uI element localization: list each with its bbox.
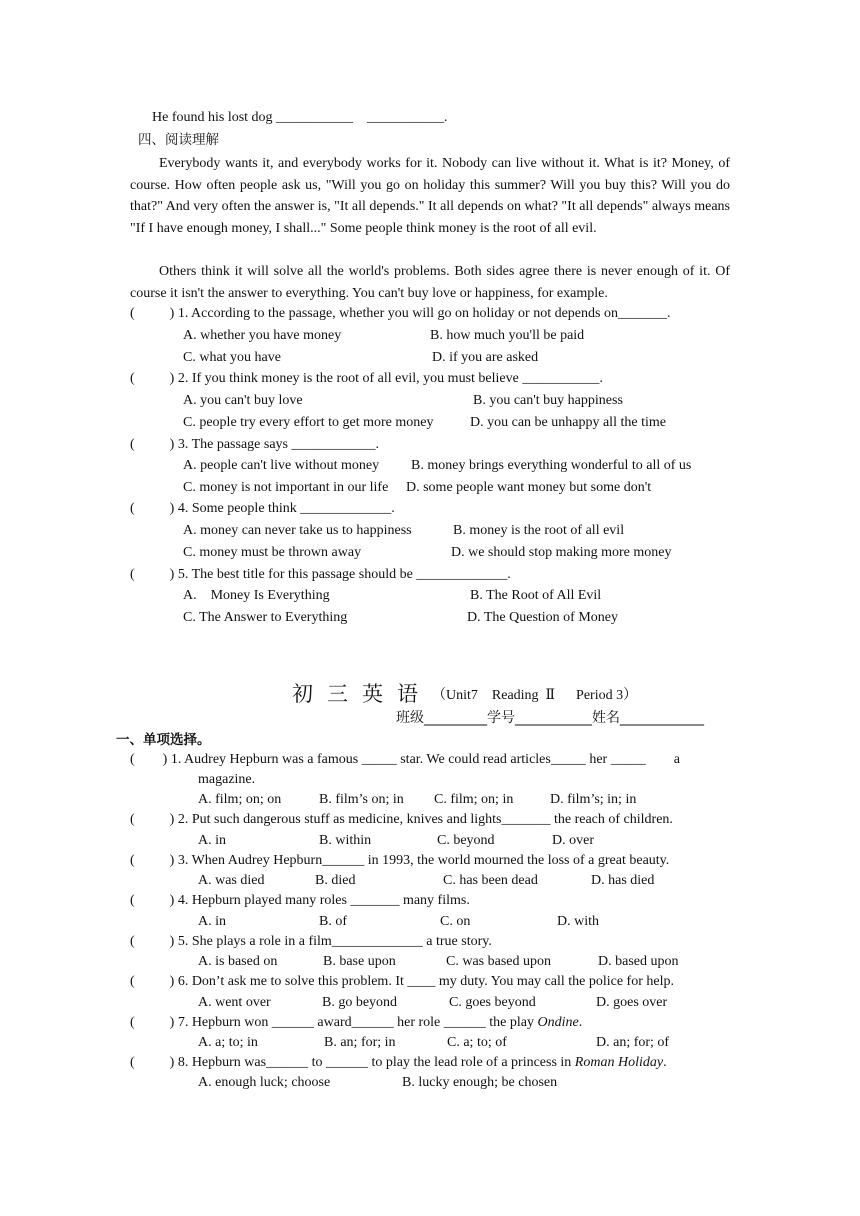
mc-q4-option-d: D. with: [557, 914, 599, 929]
reading-q5-option-b: B. The Root of All Evil: [470, 588, 602, 603]
mc-q7-play-title: Ondine: [537, 1015, 579, 1030]
mc-q6-option-a: A. went over: [198, 995, 271, 1010]
reading-q1-option-a: A. whether you have money: [183, 328, 342, 343]
mc-q2-option-a: A. in: [198, 833, 226, 848]
section-reading-heading: 四、阅读理解: [138, 132, 219, 148]
mc-question-7: [130, 1015, 582, 1031]
mc-q4-option-b: B. of: [319, 914, 347, 929]
worksheet-title: 初三英语: [292, 682, 432, 706]
passage-paragraph-1: Everybody wants it, and everybody works for it. Nobody can live without it. What is it? Money, of course. How often people ask us, "Will you go on holiday this summer? Will you buy this? Will you do that?" And very often the answer is, "It all depends." It all depends on what? "It all depends" always means "If I have enough money, I shall..." Some people think money is the root of all evil.: [130, 156, 730, 236]
mc-question-3: ( ) 3. When Audrey Hepburn______ in 1993, the world mourned the loss of a great beauty.: [130, 853, 670, 868]
reading-question-3: ( ) 3. The passage says ____________.: [130, 437, 379, 452]
mc-question-5: ( ) 5. She plays a role in a film_____________ a true story.: [130, 934, 492, 949]
passage-paragraph-2: Others think it will solve all the world's problems. Both sides agree there is never enough of it. Of course it isn't the answer to everything. You can't buy love or happiness, for example.: [130, 264, 730, 301]
mc-q8-option-a: A. enough luck; choose: [198, 1075, 331, 1090]
mc-q8-end: .: [663, 1055, 667, 1070]
mc-q3-option-a: A. was died: [198, 873, 265, 888]
mc-q3-option-d: D. has died: [591, 873, 655, 888]
reading-q1-option-c: C. what you have: [183, 350, 281, 365]
mc-q7-text: ( ) 7. Hepburn won ______ award______ her role ______ the play: [130, 1015, 538, 1030]
mc-q8-film-title: Roman Holiday: [574, 1055, 664, 1070]
reading-q1-option-d: D. if you are asked: [432, 350, 539, 365]
reading-q3-option-c: C. money is not important in our life: [183, 480, 389, 495]
reading-q4-option-d: D. we should stop making more money: [451, 545, 672, 560]
mc-question-4: ( ) 4. Hepburn played many roles _______ many films.: [130, 893, 470, 908]
worksheet-subtitle: （Unit7 Reading Ⅱ Period 3）: [432, 688, 638, 703]
reading-q2-option-c: C. people try every effort to get more money: [183, 415, 434, 430]
mc-q7-option-a: A. a; to; in: [198, 1035, 258, 1050]
mc-q3-option-b: B. died: [315, 873, 356, 888]
reading-q5-option-d: D. The Question of Money: [467, 610, 618, 625]
mc-q3-option-c: C. has been dead: [443, 873, 538, 888]
reading-q3-option-a: A. people can't live without money: [183, 458, 380, 473]
mc-q1-option-a: A. film; on; on: [198, 792, 282, 807]
reading-q4-option-b: B. money is the root of all evil: [453, 523, 625, 538]
mc-q7-end: .: [578, 1015, 583, 1030]
mc-q8-text: ( ) 8. Hepburn was______ to ______ to play the lead role of a princess in: [130, 1055, 575, 1070]
reading-q2-option-a: A. you can't buy love: [183, 393, 303, 408]
reading-q1-option-b: B. how much you'll be paid: [430, 328, 585, 343]
mc-q1-option-d: D. film’s; in; in: [550, 792, 637, 807]
mc-q6-option-c: C. goes beyond: [449, 995, 536, 1010]
mc-q5-option-b: B. base upon: [323, 954, 396, 969]
mc-q8-option-b: B. lucky enough; be chosen: [402, 1075, 558, 1090]
mc-q4-option-c: C. on: [440, 914, 471, 929]
mc-q7-option-d: D. an; for; of: [596, 1035, 670, 1050]
reading-q4-option-a: A. money can never take us to happiness: [183, 523, 412, 538]
mc-question-2: ( ) 2. Put such dangerous stuff as medicine, knives and lights_______ the reach of children.: [130, 812, 673, 827]
mc-q6-option-d: D. goes over: [596, 995, 668, 1010]
fill-in-sentence: He found his lost dog ___________ ___________.: [152, 110, 448, 125]
mc-q5-option-a: A. is based on: [198, 954, 278, 969]
reading-q3-option-b: B. money brings everything wonderful to all of us: [411, 458, 692, 473]
reading-q3-option-d: D. some people want money but some don't: [406, 480, 652, 495]
mc-q1-option-b: B. film’s on; in: [319, 792, 404, 807]
mc-question-1: ( ) 1. Audrey Hepburn was a famous _____ star. We could read articles_____ her _____ a: [130, 752, 680, 767]
mc-q6-option-b: B. go beyond: [322, 995, 398, 1010]
mc-q7-option-c: C. a; to; of: [447, 1035, 507, 1050]
mc-question-8: [130, 1055, 667, 1071]
mc-q2-option-c: C. beyond: [437, 833, 495, 848]
mc-q7-option-b: B. an; for; in: [324, 1035, 396, 1050]
reading-q4-option-c: C. money must be thrown away: [183, 545, 362, 560]
reading-q5-option-a: A. Money Is Everything: [183, 588, 330, 603]
mc-q5-option-c: C. was based upon: [446, 954, 551, 969]
reading-question-2: ( ) 2. If you think money is the root of all evil, you must believe ___________.: [130, 371, 603, 386]
mc-q5-option-d: D. based upon: [598, 954, 679, 969]
reading-q5-option-c: C. The Answer to Everything: [183, 610, 348, 625]
reading-question-1: ( ) 1. According to the passage, whether you will go on holiday or not depends on_______.: [130, 306, 671, 321]
reading-question-4: ( ) 4. Some people think _____________.: [130, 501, 395, 516]
section-mc-heading: 一、单项选择。: [116, 732, 211, 748]
mc-q2-option-d: D. over: [552, 833, 594, 848]
mc-q1-option-c: C. film; on; in: [434, 792, 514, 807]
mc-question-6: ( ) 6. Don’t ask me to solve this problem. It ____ my duty. You may call the police for help.: [130, 974, 674, 989]
reading-q2-option-d: D. you can be unhappy all the time: [470, 415, 666, 430]
reading-question-5: ( ) 5. The best title for this passage should be _____________.: [130, 567, 511, 582]
student-info-line: 班级_________学号___________姓名____________: [396, 710, 704, 726]
mc-q2-option-b: B. within: [319, 833, 372, 848]
mc-q4-option-a: A. in: [198, 914, 226, 929]
reading-q2-option-b: B. you can't buy happiness: [473, 393, 623, 408]
mc-question-1-continued: magazine.: [198, 772, 256, 787]
